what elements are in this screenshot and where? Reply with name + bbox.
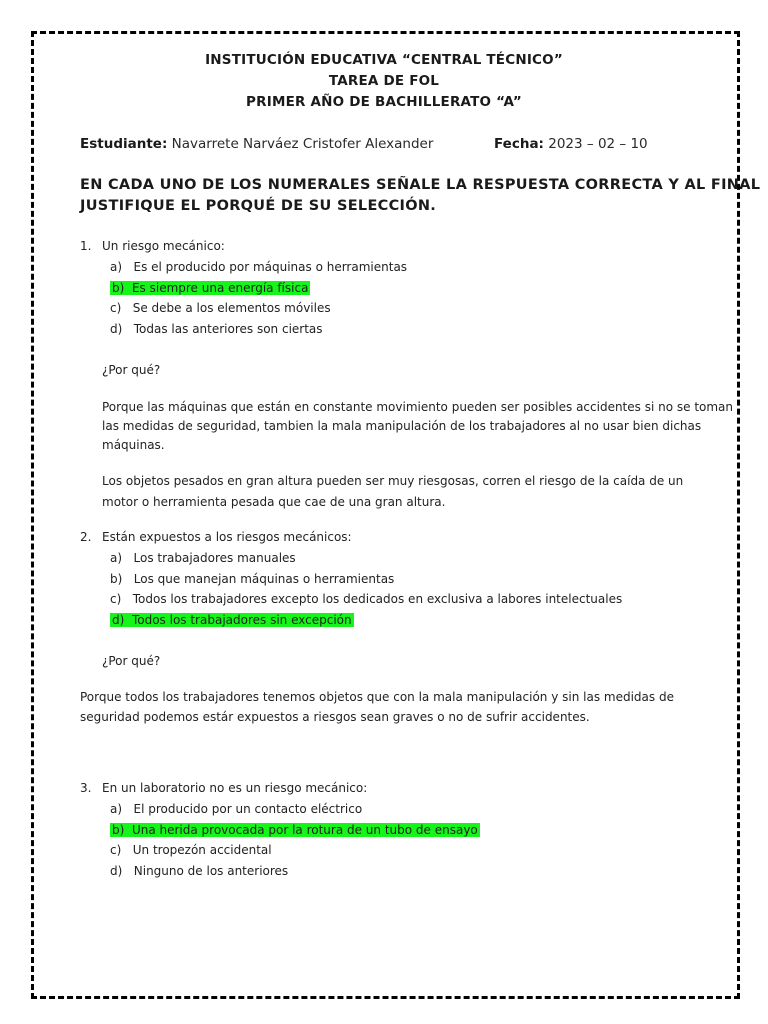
- answer-line: las medidas de seguridad, tambien la mala manipulación de los trabajadores al no usar bien dichas: [102, 419, 702, 433]
- question-text: Un riesgo mecánico:: [102, 239, 225, 253]
- course-name: PRIMER AÑO DE BACHILLERATO “A”: [246, 94, 522, 110]
- option-row: [110, 592, 622, 606]
- instructions-line-2: JUSTIFIQUE EL PORQUÉ DE SU SELECCIÓN.: [80, 198, 437, 214]
- option-letter: d): [110, 864, 123, 878]
- option-text: Se debe a los elementos móviles: [132, 301, 331, 315]
- option-letter: d): [112, 613, 125, 627]
- option-text: Un tropezón accidental: [132, 843, 272, 857]
- option-letter: b): [110, 572, 123, 586]
- option-row: [110, 322, 323, 336]
- selected-answer-highlight: [110, 823, 480, 837]
- answer-line: Porque las máquinas que están en constante movimiento pueden ser posibles accidentes si no se toman: [102, 400, 734, 414]
- question-text: Están expuestos a los riesgos mecánicos:: [102, 530, 352, 544]
- date-label: Fecha:: [494, 136, 544, 152]
- answer-line: Los objetos pesados en gran altura pueden ser muy riesgosas, corren el riesgo de la caída de un: [102, 474, 684, 488]
- option-letter: c): [110, 301, 122, 315]
- question-number: 2.: [80, 530, 92, 544]
- assignment-title: TAREA DE FOL: [328, 73, 440, 89]
- option-text: Es el producido por máquinas o herramientas: [133, 260, 408, 274]
- question-text: En un laboratorio no es un riesgo mecánico:: [102, 781, 368, 795]
- selected-answer-highlight: [110, 613, 354, 627]
- answer-line: máquinas.: [102, 438, 165, 452]
- answer-line: seguridad podemos estár expuestos a riesgos sean graves o no de sufrir accidentes.: [80, 710, 590, 724]
- option-letter: b): [112, 823, 125, 837]
- option-row: [110, 802, 362, 816]
- option-row: [110, 301, 331, 315]
- student-label: Estudiante:: [80, 136, 168, 152]
- option-row: [110, 843, 272, 857]
- option-text: El producido por un contacto eléctrico: [133, 802, 363, 816]
- option-row: [110, 551, 296, 565]
- why-label: ¿Por qué?: [102, 654, 161, 668]
- student-name: Navarrete Narváez Cristofer Alexander: [171, 136, 434, 152]
- option-row: [110, 572, 394, 586]
- answer-line: Porque todos los trabajadores tenemos objetos que con la mala manipulación y sin las medidas de: [80, 690, 674, 704]
- option-text: Todos los trabajadores excepto los dedicados en exclusiva a labores intelectuales: [132, 592, 623, 606]
- why-label: ¿Por qué?: [102, 363, 161, 377]
- option-letter: a): [110, 802, 123, 816]
- option-text: Los que manejan máquinas o herramientas: [133, 572, 395, 586]
- date-line: [494, 136, 648, 152]
- student-line: [80, 136, 433, 152]
- option-text: Una herida provocada por la rotura de un tubo de ensayo: [131, 823, 478, 837]
- question-number: 3.: [80, 781, 92, 795]
- option-row-selected: [110, 281, 310, 295]
- option-text: Todos los trabajadores sin excepción: [131, 613, 352, 627]
- option-text: Los trabajadores manuales: [133, 551, 296, 565]
- option-letter: a): [110, 551, 123, 565]
- option-text: Todas las anteriores son ciertas: [133, 322, 323, 336]
- option-row-selected: [110, 823, 480, 837]
- option-letter: d): [110, 322, 123, 336]
- option-text: Ninguno de los anteriores: [133, 864, 289, 878]
- option-letter: c): [110, 843, 122, 857]
- school-name: INSTITUCIÓN EDUCATIVA “CENTRAL TÉCNICO”: [205, 52, 563, 68]
- option-letter: c): [110, 592, 122, 606]
- option-letter: a): [110, 260, 123, 274]
- question-number: 1.: [80, 239, 92, 253]
- option-row: [110, 864, 288, 878]
- option-text: Es siempre una energía física: [131, 281, 309, 295]
- option-row: [110, 260, 407, 274]
- option-row-selected: [110, 613, 354, 627]
- instructions-line-1: EN CADA UNO DE LOS NUMERALES SEÑALE LA RESPUESTA CORRECTA Y AL FINAL: [80, 177, 761, 193]
- answer-line: motor o herramienta pesada que cae de una gran altura.: [102, 495, 446, 509]
- date-value: 2023 – 02 – 10: [548, 136, 648, 152]
- option-letter: b): [112, 281, 125, 295]
- selected-answer-highlight: [110, 281, 310, 295]
